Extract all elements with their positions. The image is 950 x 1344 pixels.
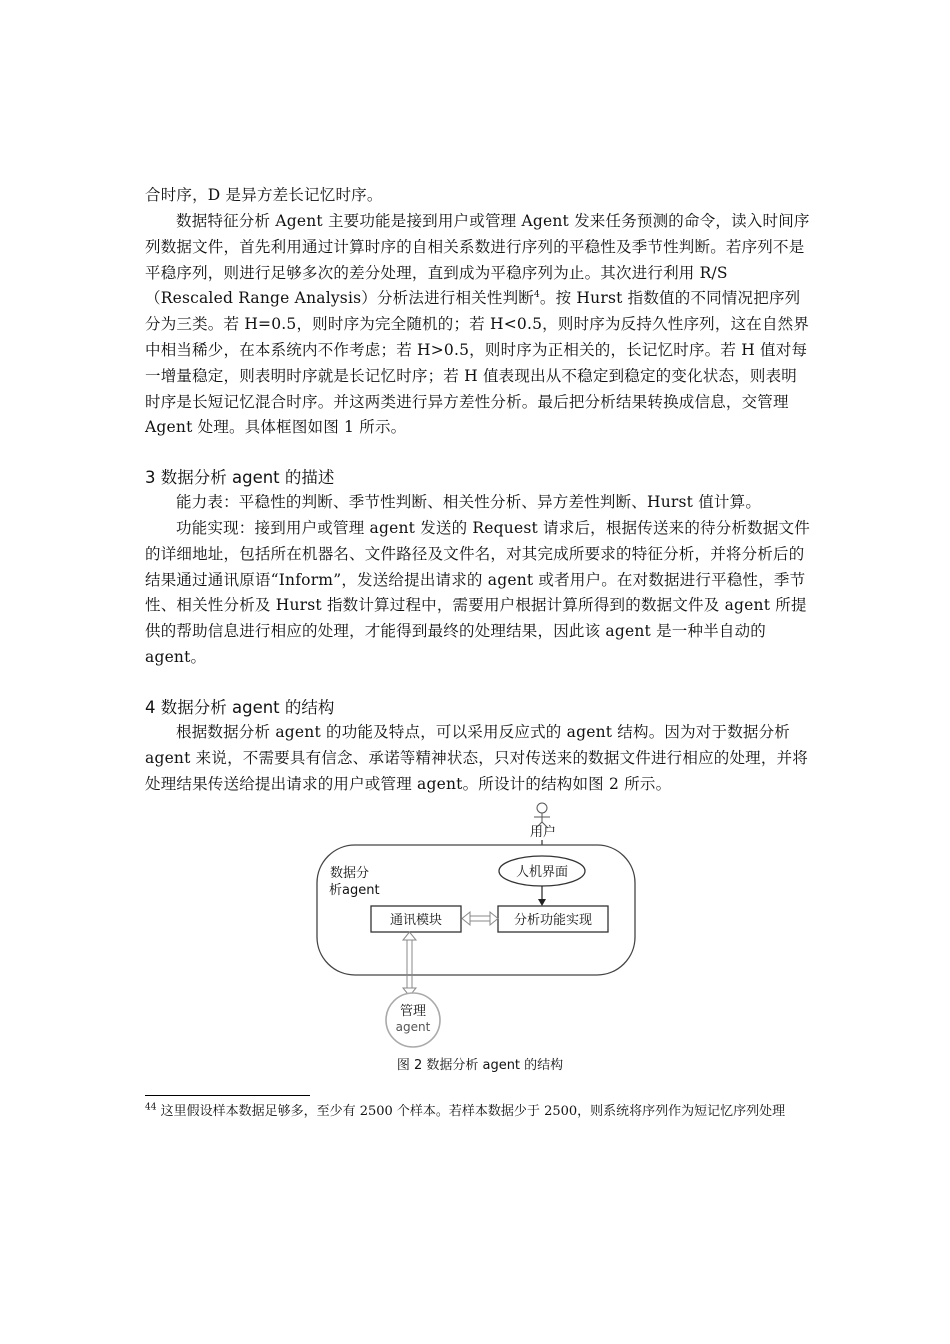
footnote [145,1101,810,1122]
footnote-marker: 44 [145,1102,157,1113]
footnote-rule [145,1095,310,1096]
user-label: 用户 [530,825,557,840]
manager-label: 管理 [399,1004,427,1019]
agent-box-label: 析agent [329,883,380,898]
agent-structure-diagram [300,800,660,1050]
paragraph-feature-analysis [145,209,810,441]
analysis-label: 分析功能实现 [513,913,593,928]
paragraph-continuation: 合时序，D 是异方差长记忆时序。 [145,186,383,204]
manager-label: agent [395,1020,431,1034]
paragraph-capability: 能力表：平稳性的判断、季节性判断、相关性分析、异方差性判断、Hurst 值计算。 [176,493,762,511]
hmi-label: 人机界面 [515,865,569,880]
paragraph-text: 。按 Hurst 指数值的不同情况把序列分为三类。若 H=0.5，则时序为完全随机的；若 H<0.5，则时序为反持久性序列，这在自然界中相当稀少，在本系统内不作考虑；若 H>0.5，则时序为正相关的，长记忆时序。若 H 值对每一增量稳定，则表明时序就是长记忆时序；若 H 值表现出从不稳定到稳定的变化状态，则表明时序是长短记忆混合时序。并这两类进行异方差性分析。最后把分析结果转换成信息，交管理 Agent 处理。具体框图如图 1 所示。 [145,289,810,437]
comm-label: 通讯模块 [389,913,443,928]
section-heading-3: 3 数据分析 agent 的描述 [145,468,335,487]
section-heading-4: 4 数据分析 agent 的结构 [145,698,335,717]
paragraph-implementation: 功能实现：接到用户或管理 agent 发送的 Request 请求后，根据传送来的待分析数据文件的详细地址，包括所在机器名、文件路径及文件名，对其完成所要求的特征分析，并将分析后的结果通过通讯原语“Inform”，发送给提出请求的 agent 或者用户。在对数据进行平稳性，季节性、相关性分析及 Hurst 指数计算过程中，需要用户根据计算所得到的数据文件及 agent 所提供的帮助信息进行相应的处理，才能得到最终的处理结果，因此该 agent 是一种半自动的 agent。 [145,519,810,666]
paragraph-text: 数据特征分析 Agent 主要功能是接到用户或管理 Agent 发来任务预测的命令，读入时间序列数据文件，首先利用通过计算时序的自相关系数进行序列的平稳性及季节性判断。若序列不是平稳序列，则进行足够多次的差分处理，直到成为平稳序列为止。其次进行利用 R/S（Rescaled Range Analysis）分析法进行相关性判断 [145,212,810,308]
figure-caption: 图 2 数据分析 agent 的结构 [396,1058,564,1073]
agent-box-label: 数据分 [330,866,370,881]
footnote-ref: 4 [533,290,540,301]
paragraph-structure: 根据数据分析 agent 的功能及特点，可以采用反应式的 agent 结构。因为对于数据分析 agent 来说，不需要具有信念、承诺等精神状态，只对传送来的数据文件进行相应的处理，并将处理结果传送给提出请求的用户或管理 agent。所设计的结构如图 2 所示。 [145,723,808,793]
footnote-text: 这里假设样本数据足够多，至少有 2500 个样本。若样本数据少于 2500，则系统将序列作为短记忆序列处理 [156,1104,786,1119]
